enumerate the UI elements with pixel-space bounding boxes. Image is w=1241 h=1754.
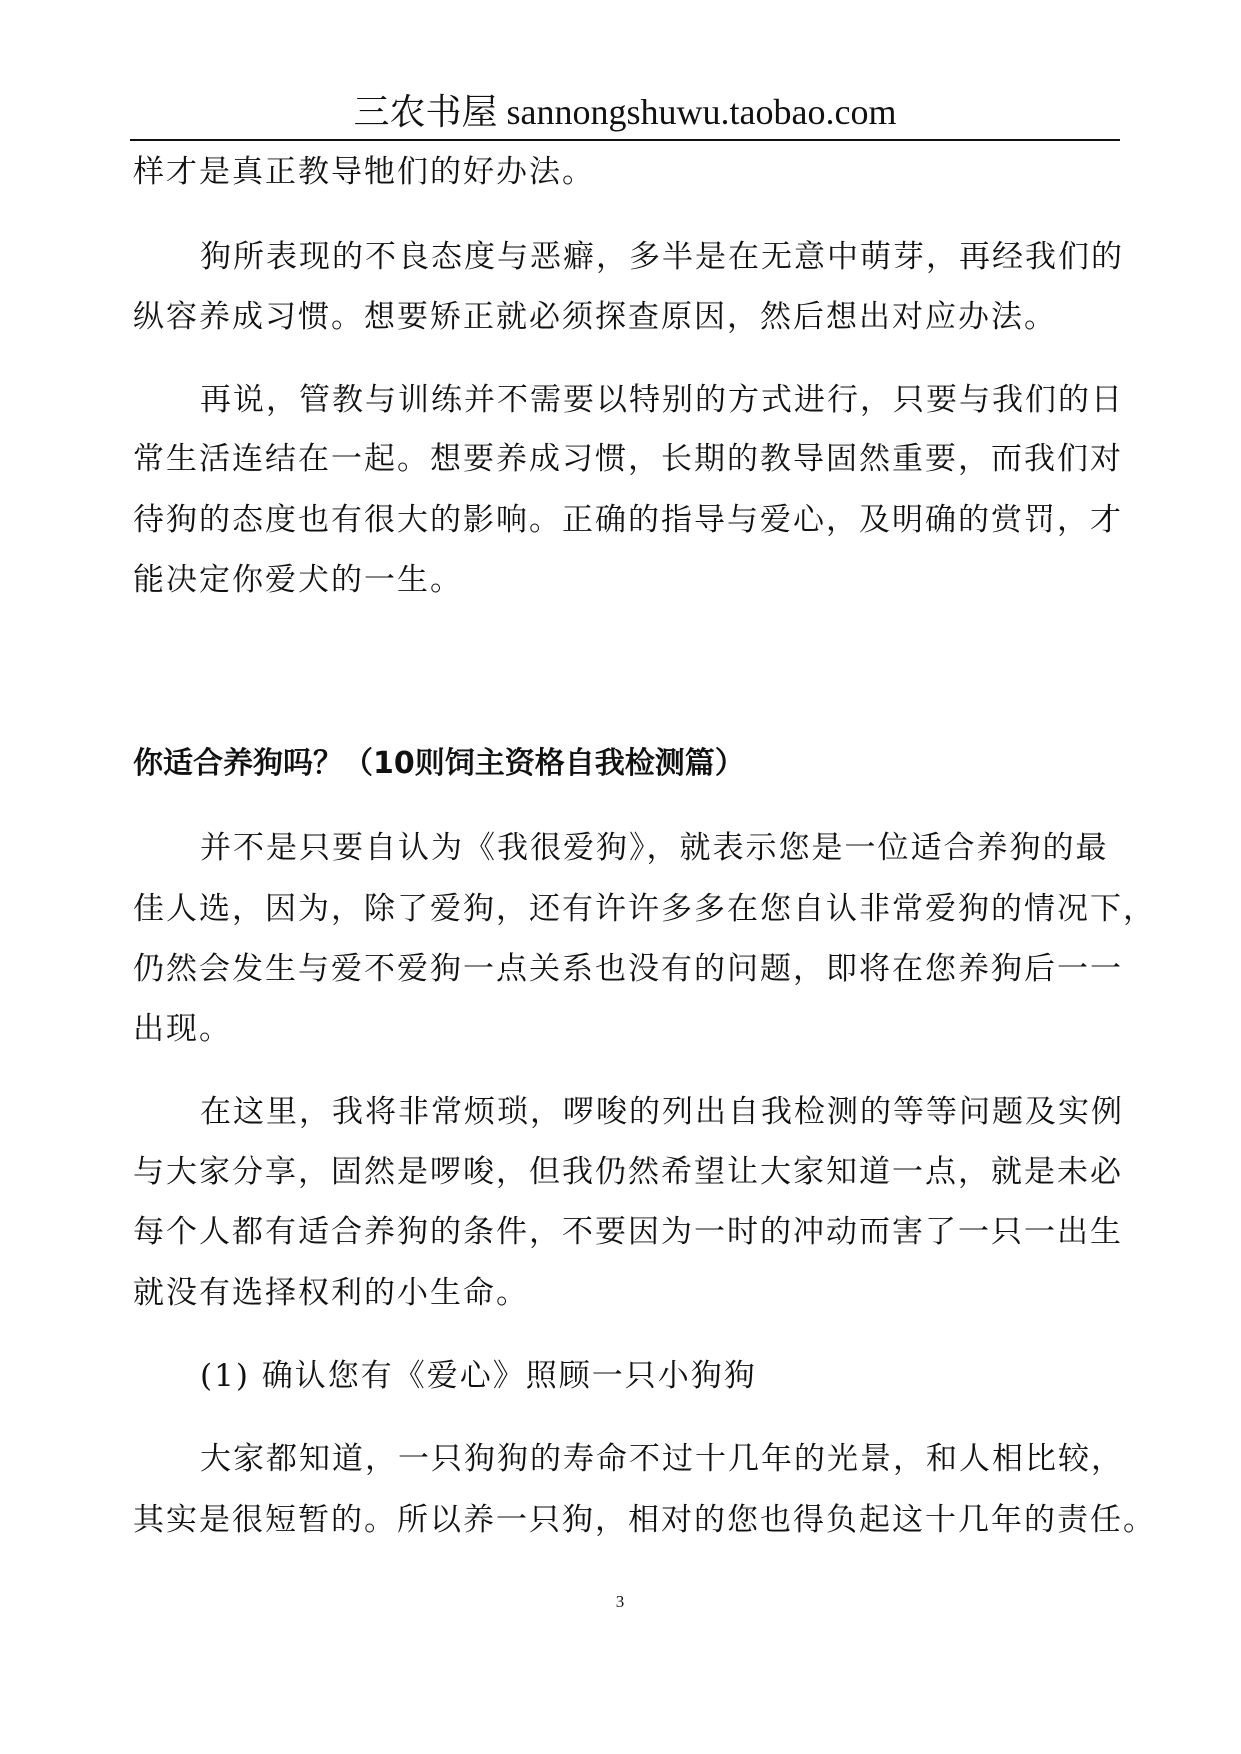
text-line: 能决定你爱犬的一生。	[133, 562, 463, 598]
text-line: 佳人选，因为，除了爱狗，还有许许多多在您自认非常爱狗的情况下，	[133, 891, 1156, 927]
text-line: 狗所表现的不良态度与恶癖，多半是在无意中萌芽，再经我们的	[200, 239, 1124, 275]
text-line: 就没有选择权利的小生命。	[133, 1275, 529, 1311]
page-header: 三农书屋 sannongshuwu.taobao.com	[353, 92, 897, 132]
text-line: 与大家分享，固然是啰唆，但我仍然希望让大家知道一点，就是未必	[133, 1154, 1123, 1190]
text-line: 纵容养成习惯。想要矫正就必须探查原因，然后想出对应办法。	[133, 299, 1057, 335]
text-line: 大家都知道，一只狗狗的寿命不过十几年的光景，和人相比较，	[200, 1441, 1124, 1477]
text-line: 待狗的态度也有很大的影响。正确的指导与爱心，及明确的赏罚，才	[133, 502, 1123, 538]
list-item-heading: (1) 确认您有《爱心》照顾一只小狗狗	[200, 1358, 757, 1394]
text-line: 在这里，我将非常烦琐，啰唆的列出自我检测的等等问题及实例	[200, 1094, 1124, 1130]
text-line: 每个人都有适合养狗的条件，不要因为一时的冲动而害了一只一出生	[133, 1214, 1123, 1250]
text-line: 其实是很短暂的。所以养一只狗，相对的您也得负起这十几年的责任。	[133, 1502, 1156, 1538]
header-rule	[130, 139, 1120, 141]
text-line: 常生活连结在一起。想要养成习惯，长期的教导固然重要，而我们对	[133, 441, 1123, 477]
page-number: 3	[615, 1592, 625, 1611]
section-heading: 你适合养狗吗？（10则饲主资格自我检测篇）	[133, 746, 745, 781]
text-line: 并不是只要自认为《我很爱狗》，就表示您是一位适合养狗的最	[200, 830, 1109, 866]
text-line: 再说，管教与训练并不需要以特别的方式进行，只要与我们的日	[200, 382, 1124, 418]
text-line: 仍然会发生与爱不爱狗一点关系也没有的问题，即将在您养狗后一一	[133, 951, 1123, 987]
text-line: 样才是真正教导牠们的好办法。	[133, 154, 595, 190]
text-line: 出现。	[133, 1011, 232, 1047]
